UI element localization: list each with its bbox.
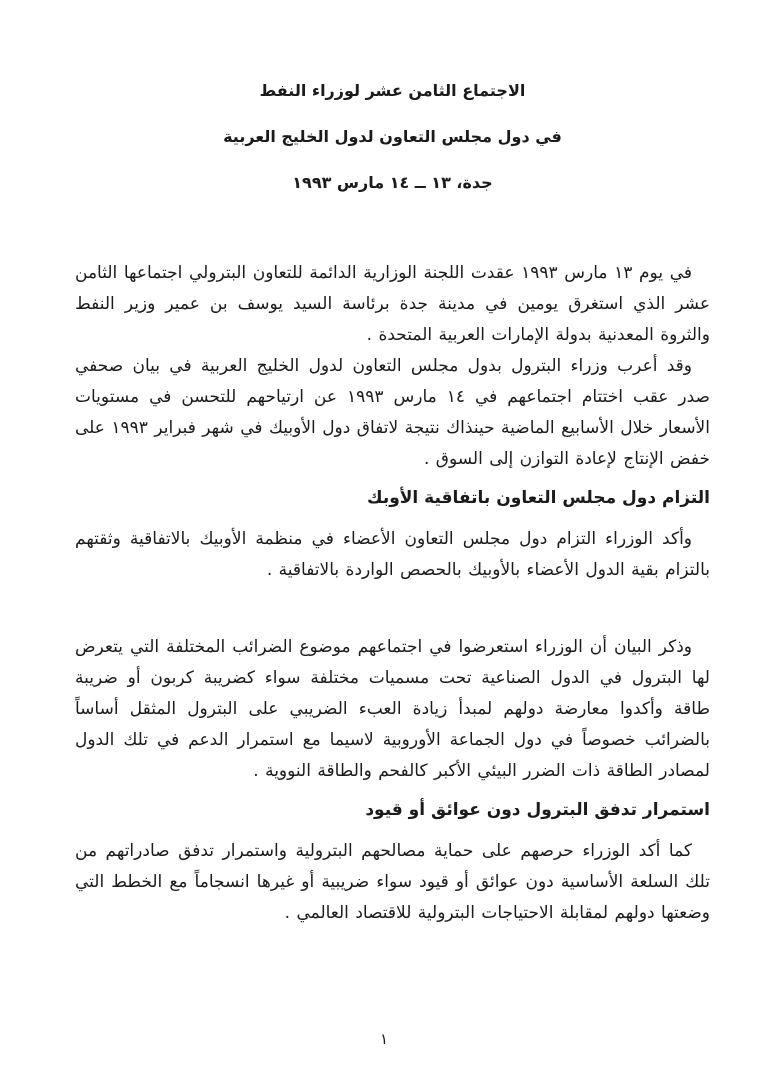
document-title-line-2: في دول مجلس التعاون لدول الخليج العربية [223, 127, 562, 146]
paragraph-opec-commitment: وأكد الوزراء التزام دول مجلس التعاون الأعضاء في منظمة الأوبيك بالاتفاقية وثقتهم بالتزام بقية الدول الأعضاء بالأوبيك بالحصص الواردة بالاتفاقية . [75, 529, 710, 580]
document-title-date-line: جدة، ١٣ ــ ١٤ مارس ١٩٩٣ [292, 173, 493, 192]
paragraph-press-statement: وقد أعرب وزراء البترول بدول مجلس التعاون لدول الخليج العربية في بيان صحفي صدر عقب اختتام اجتماعهم في ١٤ مارس ١٩٩٣ عن ارتياحهم للتحسن في مستويات الأسعار خلال الأسابيع الماضية حينذاك نتيجة لاتفاق دول الأوبيك في شهر فبراير ١٩٩٣ على خفض الإنتاج لإعادة التوازن إلى السوق . [75, 356, 710, 469]
document-title-block [75, 68, 710, 206]
document-title-line-1: الاجتماع الثامن عشر لوزراء النفط [259, 81, 526, 100]
document-body [75, 258, 710, 929]
section-heading-opec-commitment: التزام دول مجلس التعاون باتفاقية الأوبك [366, 488, 710, 508]
page-footer [0, 1029, 768, 1049]
section-heading-oil-flow: استمرار تدفق البترول دون عوائق أو قيود [365, 800, 710, 820]
paragraph-energy-taxes: وذكر البيان أن الوزراء استعرضوا في اجتماعهم موضوع الضرائب المختلفة التي يتعرض لها البترول في الدول الصناعية تحت مسميات مختلفة سواء كضريبة كربون أو ضريبة طاقة وأكدوا معارضة دولهم لمبدأ زيادة العبء الضريبي على البترول المثقل أساساً بالضرائب خصوصاً في دول الجماعة الأوروبية لاسيما مع استمرار الدعم في تلك الدول لمصادر الطاقة ذات الضرر البيئي الأكبر كالفحم والطاقة النووية . [75, 637, 710, 781]
page-number: ١ [379, 1030, 389, 1048]
paragraph-oil-flow: كما أكد الوزراء حرصهم على حماية مصالحهم البترولية واستمرار تدفق صادراتهم من تلك السلعة الأساسية دون عوائق أو قيود سواء ضريبية أو غيرها انسجاماً مع الخطط التي وضعتها دولهم لمقابلة الاحتياجات البترولية للاقتصاد العالمي . [75, 841, 710, 923]
paragraph-opening-meeting: في يوم ١٣ مارس ١٩٩٣ عقدت اللجنة الوزارية الدائمة للتعاون البترولي اجتماعها الثامن عشر الذي استغرق يومين في مدينة جدة برئاسة السيد يوسف بن عمير وزير النفط والثروة المعدنية بدولة الإمارات العربية المتحدة . [75, 263, 710, 345]
